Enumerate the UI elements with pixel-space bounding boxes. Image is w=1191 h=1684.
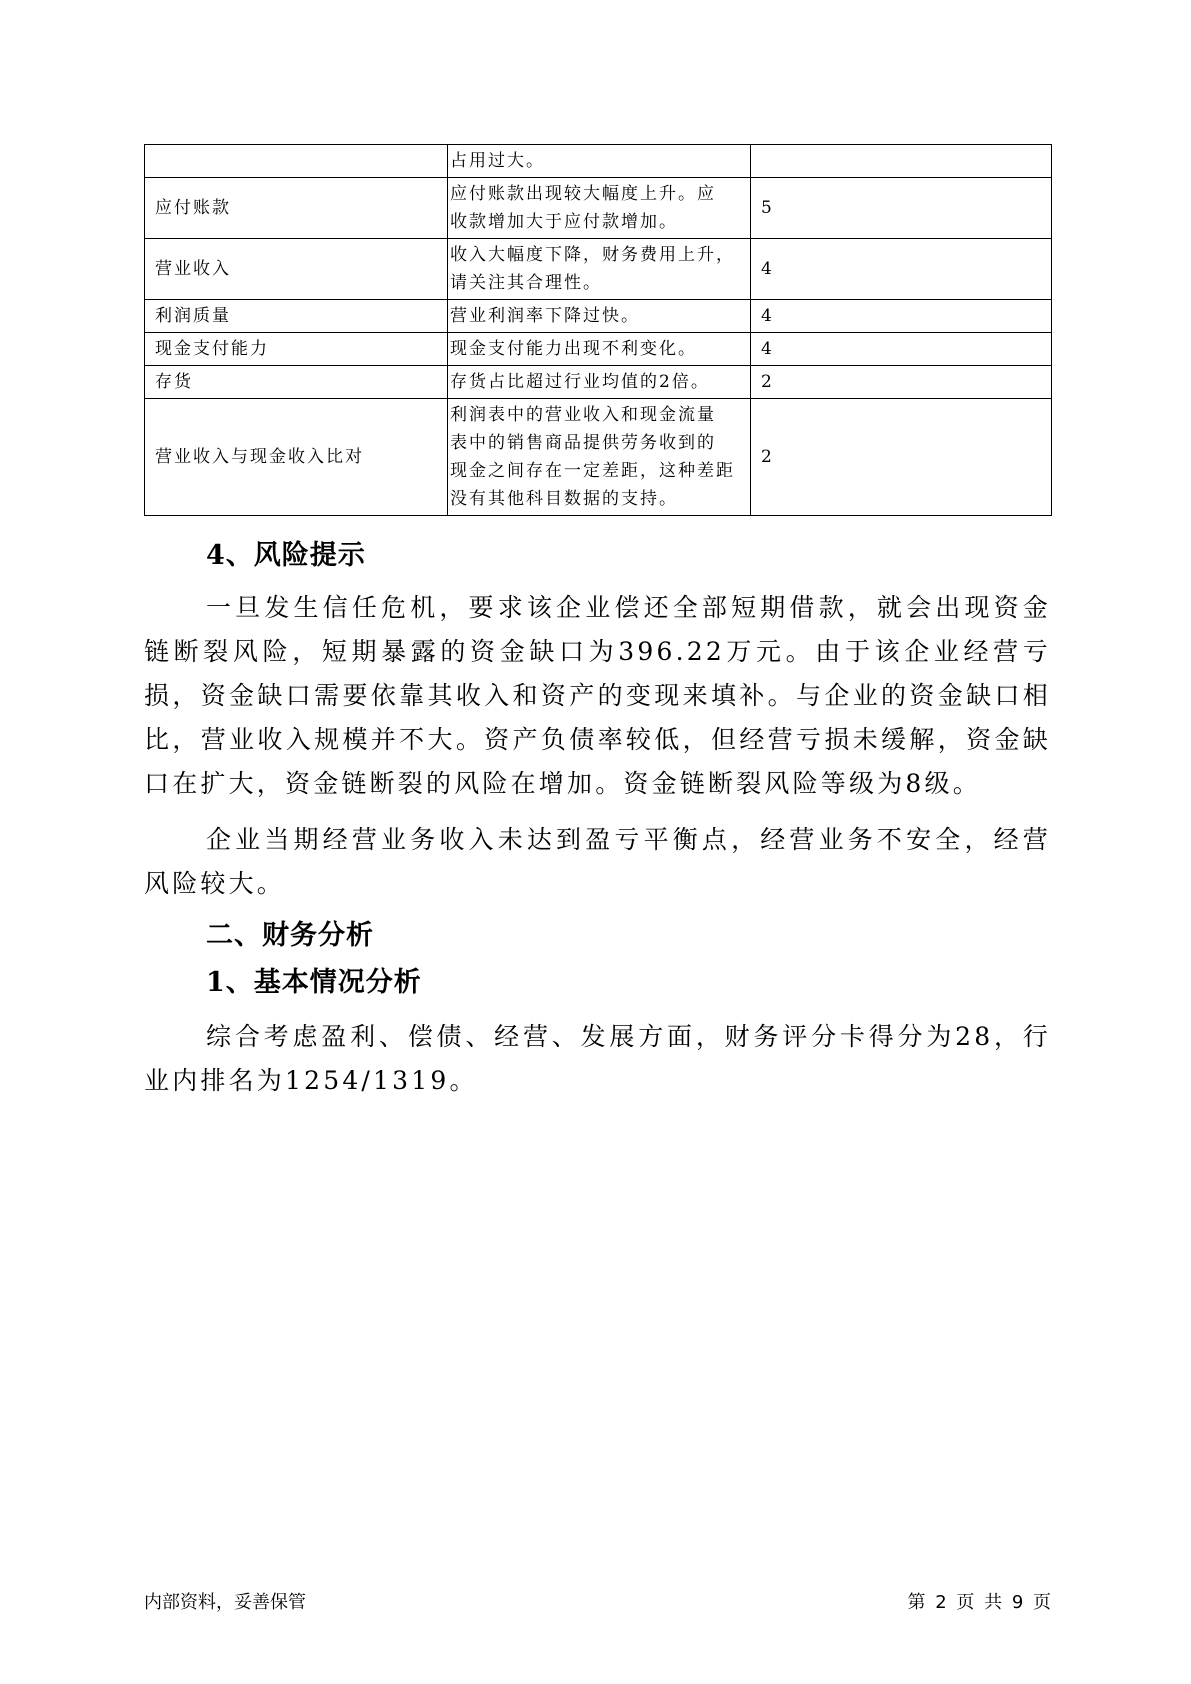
table-row: [145, 300, 1052, 333]
risk-table: [144, 144, 1052, 516]
risk-description-line: 占用过大。: [450, 151, 545, 171]
risk-description-line: 没有其他科目数据的支持。: [450, 489, 678, 509]
risk-description-cell: [448, 178, 751, 239]
table-row: [145, 239, 1052, 300]
risk-table-body: [145, 145, 1052, 516]
table-row: [145, 366, 1052, 399]
risk-level-cell: 2: [751, 399, 1052, 516]
footer-page-number: 第 2 页 共 9 页: [907, 1592, 1051, 1613]
risk-level-cell: 5: [751, 178, 1052, 239]
risk-description-line: 营业利润率下降过快。: [450, 306, 640, 326]
risk-description-line: 表中的销售商品提供劳务收到的: [450, 433, 716, 453]
risk-paragraph-2: 企业当期经营业务收入未达到盈亏平衡点，经营业务不安全，经营风险较大。: [144, 825, 1051, 898]
risk-description-line: 现金之间存在一定差距，这种差距: [450, 461, 735, 481]
table-row: [145, 399, 1052, 516]
risk-description-line: 收入大幅度下降，财务费用上升，: [450, 245, 735, 265]
risk-description-line: 请关注其合理性。: [450, 273, 602, 293]
section-heading-risk: 4、风险提示: [206, 540, 366, 571]
risk-description-cell: [448, 333, 751, 366]
risk-item-cell: [145, 145, 448, 178]
risk-description-line: 利润表中的营业收入和现金流量: [450, 405, 716, 425]
risk-item-cell: 应付账款: [145, 178, 448, 239]
risk-item-cell: 利润质量: [145, 300, 448, 333]
risk-description-line: 应付账款出现较大幅度上升。应: [450, 184, 716, 204]
risk-description-line: 收款增加大于应付款增加。: [450, 212, 678, 232]
risk-level-cell: [751, 145, 1052, 178]
risk-description-cell: [448, 366, 751, 399]
risk-description-cell: [448, 399, 751, 516]
risk-paragraph-1: 一旦发生信任危机，要求该企业偿还全部短期借款，就会出现资金链断裂风险，短期暴露的资金缺口为396.22万元。由于该企业经营亏损，资金缺口需要依靠其收入和资产的变现来填补。与企业的资金缺口相比，营业收入规模并不大。资产负债率较低，但经营亏损未缓解，资金缺口在扩大，资金链断裂的风险在增加。资金链断裂风险等级为8级。: [144, 593, 1051, 798]
risk-level-cell: 4: [751, 300, 1052, 333]
risk-level-cell: 2: [751, 366, 1052, 399]
risk-description-cell: [448, 300, 751, 333]
risk-description-line: 存货占比超过行业均值的2倍。: [450, 372, 710, 392]
footer-confidential: 内部资料，妥善保管: [144, 1592, 306, 1613]
risk-description-cell: [448, 239, 751, 300]
section-heading-finance: 二、财务分析: [206, 920, 374, 951]
risk-item-cell: 现金支付能力: [145, 333, 448, 366]
table-row: [145, 145, 1052, 178]
risk-description-cell: [448, 145, 751, 178]
table-row: [145, 178, 1052, 239]
risk-description-line: 现金支付能力出现不利变化。: [450, 339, 697, 359]
finance-paragraph: 综合考虑盈利、偿债、经营、发展方面，财务评分卡得分为28，行业内排名为1254/1319。: [144, 1022, 1051, 1095]
risk-level-cell: 4: [751, 239, 1052, 300]
table-row: [145, 333, 1052, 366]
risk-item-cell: 营业收入与现金收入比对: [145, 399, 448, 516]
risk-item-cell: 存货: [145, 366, 448, 399]
subsection-heading-basic: 1、基本情况分析: [206, 967, 422, 998]
risk-item-cell: 营业收入: [145, 239, 448, 300]
risk-level-cell: 4: [751, 333, 1052, 366]
